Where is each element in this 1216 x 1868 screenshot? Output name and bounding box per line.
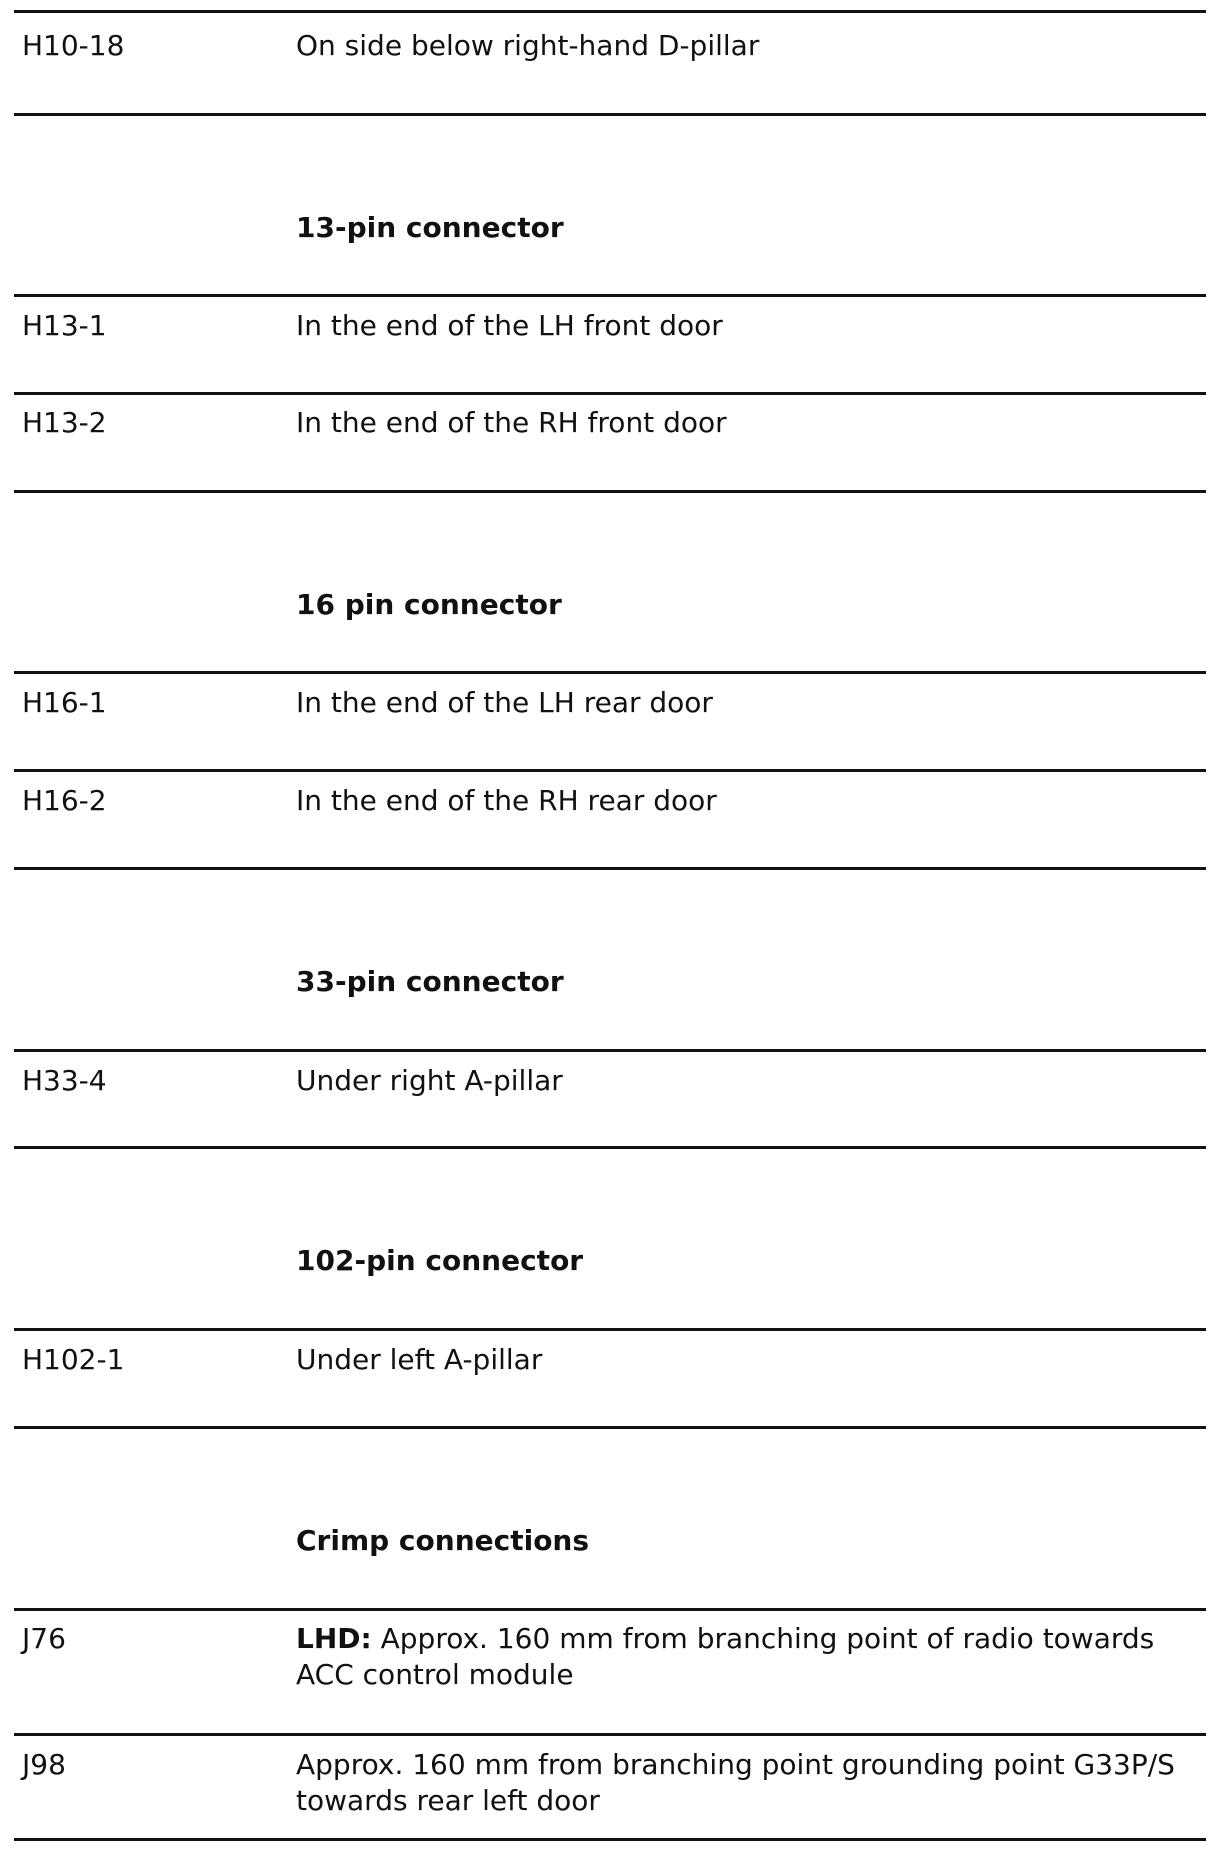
row-divider — [14, 490, 1206, 493]
connector-code: H13-1 — [22, 309, 107, 342]
section-heading-33-pin: 33-pin connector — [296, 965, 564, 998]
connector-location: Approx. 160 mm from branching point grounding point G33P/S towards rear left door — [296, 1748, 1175, 1817]
connector-location: In the end of the RH rear door — [296, 784, 717, 817]
section-heading-16-pin: 16 pin connector — [296, 588, 562, 621]
row-divider — [14, 392, 1206, 395]
connector-code: H10-18 — [22, 29, 125, 62]
row-divider — [14, 867, 1206, 870]
connector-location: Under right A-pillar — [296, 1064, 563, 1097]
connector-location — [296, 1621, 1196, 1693]
row-divider — [14, 1146, 1206, 1149]
section-heading-crimp: Crimp connections — [296, 1524, 590, 1557]
row-divider — [14, 294, 1206, 297]
connector-location: Under left A-pillar — [296, 1343, 543, 1376]
connector-code: H16-1 — [22, 686, 107, 719]
section-heading-102-pin: 102-pin connector — [296, 1244, 584, 1277]
row-divider — [14, 1049, 1206, 1052]
connector-code: H102-1 — [22, 1343, 125, 1376]
row-divider — [14, 1733, 1206, 1736]
connector-location: In the end of the RH front door — [296, 406, 727, 439]
row-divider — [14, 1608, 1206, 1611]
connector-code: J76 — [22, 1622, 66, 1655]
connector-code: H16-2 — [22, 784, 107, 817]
row-divider — [14, 1426, 1206, 1429]
row-divider — [14, 113, 1206, 116]
location-text: Approx. 160 mm from branching point of radio towards ACC control module — [296, 1622, 1155, 1691]
row-divider — [14, 671, 1206, 674]
row-divider — [14, 10, 1206, 13]
connector-code: H33-4 — [22, 1064, 107, 1097]
row-divider — [14, 1838, 1206, 1841]
connector-code: J98 — [22, 1748, 66, 1781]
row-divider — [14, 1328, 1206, 1331]
lhd-label: LHD: — [296, 1622, 372, 1655]
connector-code: H13-2 — [22, 406, 107, 439]
connector-location: On side below right-hand D-pillar — [296, 29, 760, 62]
connector-location: In the end of the LH rear door — [296, 686, 713, 719]
row-divider — [14, 769, 1206, 772]
section-heading-13-pin: 13-pin connector — [296, 211, 564, 244]
connector-location: In the end of the LH front door — [296, 309, 723, 342]
